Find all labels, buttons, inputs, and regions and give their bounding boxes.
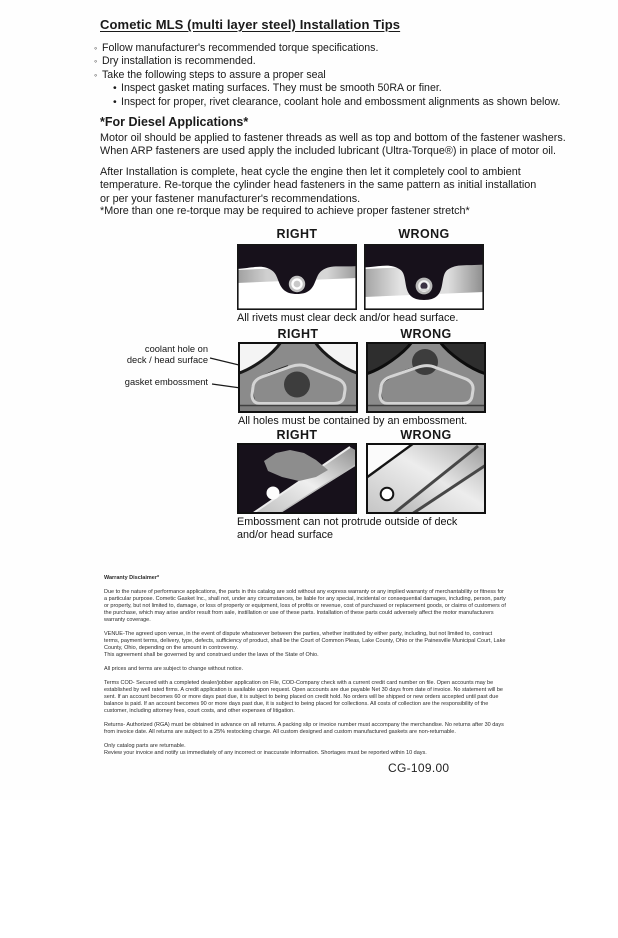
tip-text: Inspect for proper, rivet clearance, coolant hole and embossment alignments as shown below. bbox=[121, 95, 561, 108]
row1-caption: All rivets must clear deck and/or head surface. bbox=[237, 312, 459, 324]
filled-bullet-icon: • bbox=[113, 95, 117, 108]
disclaimer-paragraph: Only catalog parts are returnable. bbox=[104, 742, 186, 749]
disclaimer-paragraph: This agreement shall be governed by and construed under the laws of the State of Ohio. bbox=[104, 651, 319, 658]
paragraph-line: temperature. Re-torque the cylinder head fasteners in the same pattern as initial installation bbox=[100, 179, 537, 192]
deck-line-through-rivet bbox=[420, 289, 428, 291]
paragraph-line: When ARP fasteners are used apply the included lubricant (Ultra-Torque®) in place of motor oil. bbox=[100, 145, 557, 158]
protrusion-wrong-diagram bbox=[366, 443, 486, 514]
retorque-note: *More than one re-torque may be required to achieve proper fastener stretch* bbox=[100, 205, 470, 217]
open-bullet-icon: ◦ bbox=[94, 56, 98, 67]
diagram-row2-right-box bbox=[238, 342, 358, 413]
hole-embossment-wrong-diagram bbox=[366, 342, 486, 413]
disclaimer-paragraph: Due to the nature of performance applications, the parts in this catalog are sold without any express warranty or any implied warranty of merchantability or fitness for a particular purpose. Cometic Gasket Inc., shall not, under any circumstances, be liable for any special, incidental or consequential damages, including, person, party or property, but not limited to, damage, or loss of property or equipment, loss of profits or revenue, cost of purchased or replacement goods, or claims of customers of the purchase, which may arise and/or result from sale, instillation or use of these parts. Installation of these parts could adversely affect the motor manufacturers warranty coverage. bbox=[104, 588, 506, 623]
caption-line: and/or head surface bbox=[237, 529, 334, 541]
list-item bbox=[94, 55, 560, 68]
row1-right-label: RIGHT bbox=[276, 227, 318, 241]
rivet-clearance-wrong-diagram bbox=[364, 244, 484, 310]
rivet-clearance-right-diagram bbox=[237, 244, 357, 310]
gasket-embossment-callout: gasket embossment bbox=[124, 377, 208, 387]
list-item bbox=[94, 42, 560, 55]
callout-line: coolant hole on bbox=[144, 344, 208, 354]
diesel-paragraph-2 bbox=[100, 166, 536, 206]
page-title: Cometic MLS (multi layer steel) Installation Tips bbox=[100, 17, 401, 32]
row2-wrong-label: WRONG bbox=[400, 327, 452, 341]
list-item bbox=[113, 82, 560, 95]
paragraph-line: or per your fastener manufacturer's recommendations. bbox=[100, 192, 361, 205]
row2-right-label: RIGHT bbox=[277, 327, 319, 341]
rivet-center bbox=[420, 282, 427, 289]
tip-text: Follow manufacturer's recommended torque specifications. bbox=[102, 42, 379, 54]
warranty-disclaimer-text bbox=[104, 574, 507, 756]
diagram-row1-right-box bbox=[237, 244, 357, 310]
disclaimer-paragraph: VENUE-The agreed upon venue, in the event of dispute whatsoever between the parties, whether instituted by either party, including, but not limited to, contract terms, payment terms, delivery, type, defects, sufficiency of product, shall be the Court of Common Pleas, Lake County, Ohio or the Painesville Municipal Court, Lake County, Ohio, depending on the amount in controversy. bbox=[104, 630, 506, 651]
list-item bbox=[113, 96, 560, 109]
protrusion-right-diagram bbox=[237, 443, 357, 514]
tip-text: Take the following steps to assure a proper seal bbox=[102, 68, 326, 81]
diagram-row3-right-box bbox=[237, 443, 357, 514]
diagram-row2-wrong-box bbox=[366, 342, 486, 413]
bolt-hole bbox=[381, 488, 394, 501]
row3-wrong-label: WRONG bbox=[400, 428, 452, 442]
diesel-applications-heading: *For Diesel Applications* bbox=[100, 115, 249, 129]
row3-right-label: RIGHT bbox=[276, 428, 318, 442]
filled-bullet-icon: • bbox=[113, 82, 117, 95]
diagram-row1-wrong-box bbox=[364, 244, 484, 310]
callout-line: deck / head surface bbox=[126, 355, 208, 365]
coolant-hole bbox=[412, 349, 438, 375]
diagram-row3-wrong-box bbox=[366, 443, 486, 514]
disclaimer-paragraph: Review your invoice and notify us immediately of any incorrect or inaccurate information. Shortages must be reported within 10 days. bbox=[104, 749, 427, 756]
list-item bbox=[94, 69, 560, 82]
tip-text: Dry installation is recommended. bbox=[102, 55, 256, 68]
page-code: CG-109.00 bbox=[388, 761, 450, 775]
disclaimer-paragraph: Returns- Authorized (RGA) must be obtained in advance on all returns. A packing slip or invoice number must accompany the merchandise. No returns after 30 days from invoice date. All returns are subject to a 25% restocking charge. All custom designed and custom manufactured gaskets are non-returnable. bbox=[104, 721, 504, 735]
row3-caption bbox=[237, 516, 477, 542]
diesel-paragraph-1 bbox=[100, 132, 566, 159]
installation-tips-list bbox=[94, 42, 560, 109]
disclaimer-heading: Warranty Disclaimer* bbox=[104, 574, 160, 581]
coolant-hole-callout bbox=[106, 344, 208, 366]
coolant-hole bbox=[284, 372, 310, 398]
open-bullet-icon: ◦ bbox=[94, 69, 98, 80]
hole-embossment-right-diagram bbox=[238, 342, 358, 413]
row1-wrong-label: WRONG bbox=[398, 227, 450, 241]
caption-line: Embossment can not protrude outside of deck bbox=[237, 516, 458, 528]
disclaimer-paragraph: All prices and terms are subject to change without notice. bbox=[104, 665, 244, 672]
open-bullet-icon: ◦ bbox=[94, 43, 98, 53]
rivet-center bbox=[294, 281, 301, 288]
disclaimer-paragraph: Terms COD- Secured with a completed dealer/jobber application on File, COD-Company check with a current credit card number on file. Open accounts may be established by well rated firms. A credit application is available upon request. Open accounts are due payable Net 30 days from date of invoice. No statement will be sent. If an account becomes 60 or more days past due, it is subject to being placed on credit hold. No orders will be shipped or new orders accepted until past due balance is paid. If an account becomes 90 or more days past due, it is subject to being placed for collections. All costs of collection are the responsibility of the customer, including attorney fees, court costs, and other expenses of litigation. bbox=[104, 679, 503, 714]
tip-text: Inspect gasket mating surfaces. They must be smooth 50RA or finer. bbox=[121, 82, 442, 95]
bolt-hole bbox=[267, 487, 280, 500]
warranty-disclaimer bbox=[104, 574, 516, 938]
row2-caption: All holes must be contained by an embossment. bbox=[238, 415, 468, 427]
paragraph-line: After Installation is complete, heat cycle the engine then let it completely cool to ambient bbox=[100, 166, 521, 178]
paragraph-line: Motor oil should be applied to fastener threads as well as top and bottom of the fastener washers. bbox=[100, 132, 566, 144]
